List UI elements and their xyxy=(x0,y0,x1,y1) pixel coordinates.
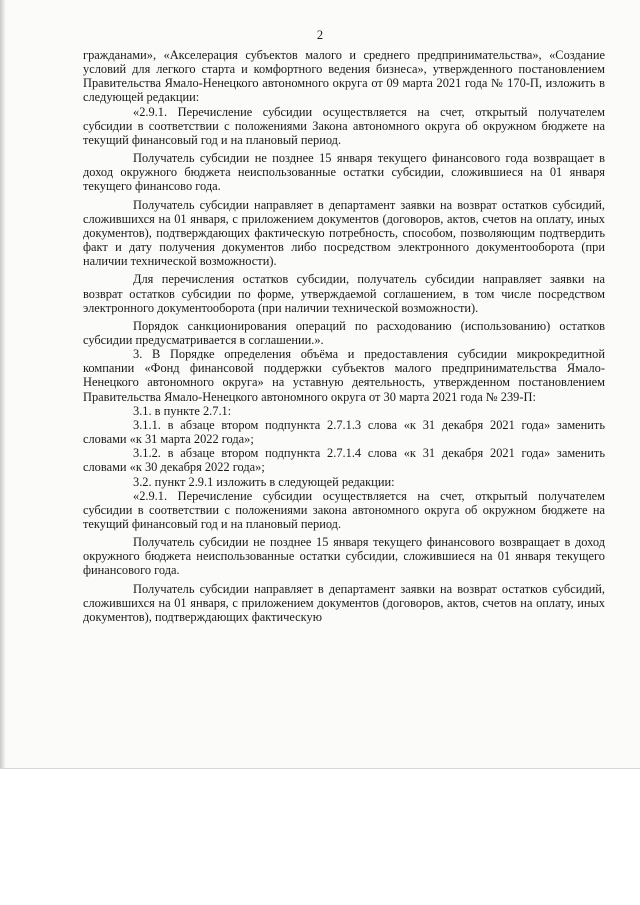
paragraph-return-request: Получатель субсидии направляет в департамент заявки на возврат остатков субсидий, сложившихся на 01 января, с приложением документов (договоров, актов, счетов на оплату, иных документов), подтверждающих фактическую потребность, способом, позволяющим подтвердить факт и дату получения документов либо посредством электронного документооборота (при наличии технической возможности). xyxy=(83,197,605,269)
paragraph-2-9-1-quote-second: «2.9.1. Перечисление субсидии осуществляется на счет, открытый получателем субсидии в соответствии с положениями закона автономного округа об окружном бюджете на текущий финансовый год и на плановый период. xyxy=(83,488,605,531)
paragraph-return-request-second: Получатель субсидии направляет в департамент заявки на возврат остатков субсидий, сложившихся на 01 января, с приложением документов (договоров, актов, счетов на оплату, иных документов), подтверждающих фактическую xyxy=(83,581,605,624)
paragraph-return-deadline: Получатель субсидии не позднее 15 января текущего финансового года возвращает в доход окружного бюджета неиспользованные остатки субсидии, сложившиеся на 01 января текущего финансово года. xyxy=(83,151,605,194)
paragraph-authorization-procedure: Порядок санкционирования операций по расходованию (использованию) остатков субсидии предусматривается в соглашении.». xyxy=(83,318,605,347)
paragraph-return-deadline-second: Получатель субсидии не позднее 15 января текущего финансового возвращает в доход окружного бюджета неиспользованные остатки субсидии, сложившиеся на 01 января текущего финансового года. xyxy=(83,535,605,578)
paragraph-intro-continuation: гражданами», «Акселерация субъектов малого и среднего предпринимательства», «Создание условий для легкого старта и комфортного ведения бизнеса», утвержденного постановлением Правительства Ямало-Ненецкого автономного округа от 09 марта 2021 года № 170-П, изложить в следующей редакции: xyxy=(83,48,605,105)
page-number: 2 xyxy=(316,28,324,42)
paragraph-item-3-1-2: 3.1.2. в абзаце втором подпункта 2.7.1.4 слова «к 31 декабря 2021 года» заменить словами «к 30 декабря 2022 года»; xyxy=(83,446,605,475)
paragraph-item-3-1: 3.1. в пункте 2.7.1: xyxy=(133,403,232,418)
paragraph-item-3-2: 3.2. пункт 2.9.1 изложить в следующей редакции: xyxy=(133,474,395,489)
paragraph-item-3: 3. В Порядке определения объёма и предоставления субсидии микрокредитной компании «Фонд финансовой поддержки субъектов малого предпринимательства Ямало-Ненецкого автономного округа» на уставную деятельность, утвержденном постановлением Правительства Ямало-Ненецкого автономного округа от 30 марта 2021 года № 239-П: xyxy=(83,347,605,404)
paragraph-2-9-1-quote: «2.9.1. Перечисление субсидии осуществляется на счет, открытый получателем субсидии в соответствии с положениями Закона автономного округа об окружном бюджете на текущий финансовый год и на плановый период. xyxy=(83,104,605,147)
paragraph-item-3-1-1: 3.1.1. в абзаце втором подпункта 2.7.1.3 слова «к 31 декабря 2021 года» заменить словами «к 31 марта 2022 года»; xyxy=(83,417,605,447)
paragraph-transfer-request: Для перечисления остатков субсидии, получатель субсидии направляет заявки на возврат остатков субсидии по форме, утверждаемой соглашением, в том числе посредством электронного документооборота (при наличии технической возможности). xyxy=(83,272,605,315)
document-body xyxy=(83,48,605,624)
